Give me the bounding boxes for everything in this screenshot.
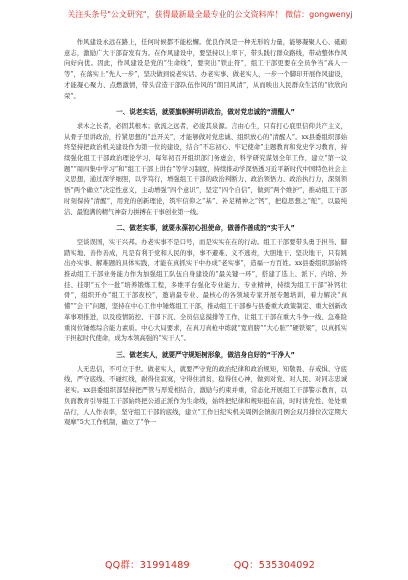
section-heading-2: 二、做老实事，就要永葆初心担使命，做善作善成的“实干人” — [116, 224, 295, 233]
section-1-paragraph: 求木之长者，必固其根本；欲流之远者，必浚其泉源。言由心生，只有打心底里信仰共产主义，从骨子里讲政治，拧紧思想的“总开关”，才能够做对党忠诚、组织放心的“清醒人”。xx县委组织部始终坚持把政治机关建设作为第一位的建设，结合“不忘初心、牢记使命”主题教育和党史学习教育，持续强化组工干部政治理论学习，每年初召开组织部门务虚会，科学研究谋划全年工作，建立“第一议题”“周四集中学习”和“组工干部上讲台”等学习制度，持续推动学深悟透习近平新时代中国特色社会主义思想，通过深学细照，以学笃行，增强组工干部的政治判断力、政治领悟力、政治执行力，深刻领悟“两个确立”决定性意义，主动增强“四个意识”，坚定“四个自信”，做到“两个维护”，推动组工干部时刻保持“清醒”，用党的创新理论，筑牢信仰之“基”、补足精神之“钙”，把稳思想之“舵”，以最纯洁、最饱满的精气神奋力拼搏在干事创业第一线。 — [64, 122, 347, 216]
section-3-paragraph: 人无忠信，不可立于世。做老实人，就要严守党的政治纪律和政治规矩，知敬畏、存戒惧、守底线，严守底线、不碰红线，耐得住寂寞，守得住清贫，稳得住心神，做到对党、对人民、对同志忠诚老实。xx县委组织部坚持把严管与厚爱相结合，激励与约束并重，常态化开展组工干部警示教育，以负面教育引导组工干部始终把公道正派作为生命线，始终把纪律和规矩挺在前，时时讲党性、处处重品行，人人作表率，坚守组工干部的底线，建立“工作日纪实机关周例会镇街月例会双月排位次定期大观摩”5大工作机制，确立了“争一 — [64, 365, 347, 427]
section-heading-3: 三、做老实人，就要严守规矩树形象，做洁身自好的“干净人” — [116, 350, 295, 359]
intro-paragraph: 作风建设永远在路上，任何时候都不能松懈。优良作风是一种无形的力量，能够凝聚人心、砥砺意志，激励广大干部奋发有为。在作风建设中，要坚持以上率下，带头践行群众路线，带动整体作风向好向优。因此，作风建设是党的“生命线”，要突出“铁止符”，组工干部更要在全员争当“高人一等”，在落实上“先人一步”，坚决做到说老实话、办老实事、做老实人，一步一个脚印开展作风建设，才能凝心聚力、点燃激情，带头营造干部队伍作风的“朗目风清”，从而映出人民群众生活的“欣欣向荣”。 — [64, 39, 347, 100]
header-banner: 关注头条号"公文研究"，获得最新最全最专业的公文资料库！ 微信：gongwenyj — [67, 10, 353, 19]
document-body — [64, 38, 347, 429]
section-2-paragraph: 空谈误国，实干兴邦。办老实事不是口号，而是实实在在的行动。组工干部要带头勇于担当、脚踏实地、善作善成，凡是有利于党和人民的事，事不避难、义不逃责，大胆地干、坚决地干，只有跳出办实事、解难题的具体实践，才能在真抓实干中办成“老实事”，造福一方百姓。xx县委组织部始终推动组工干部业务能力作为加强组工队伍自身建设的“最关键一环”，搭建了选上、派下、内培、外挂、挂职“五个一批”培养锻炼工程，多维平台强化专业能力、专业精神，持续为组工干部“补钙壮骨”，组织开办“组工干部夜校”，邀请最专业、最核心的各领域专家开展专题培训，着力解决“真懂”“会干”问题，坚持在中心工作中锤炼组工干部，推动组工干部参与县委重大政策制定、重大创新改革事项推进，以及疫情防控、干部下沉、全员信息摸排等工作，让组工干部在重大斗争一线、急难险重岗位锤炼综合能力素质。中心大局要求，在真刀真枪中练就“宽肩膀”“大心脏”“硬铁梁”，以真抓实干担起时代使命，成为本领高强的“实干人”。 — [64, 238, 347, 343]
footer-qq-group: QQ群：31991489 — [105, 560, 190, 571]
section-heading-1: 一、说老实话，就要旗帜鲜明讲政治，做对党忠诚的“清醒人” — [116, 108, 295, 117]
footer-qq: QQ：535304092 — [233, 560, 315, 571]
footer-contact — [60, 557, 360, 571]
